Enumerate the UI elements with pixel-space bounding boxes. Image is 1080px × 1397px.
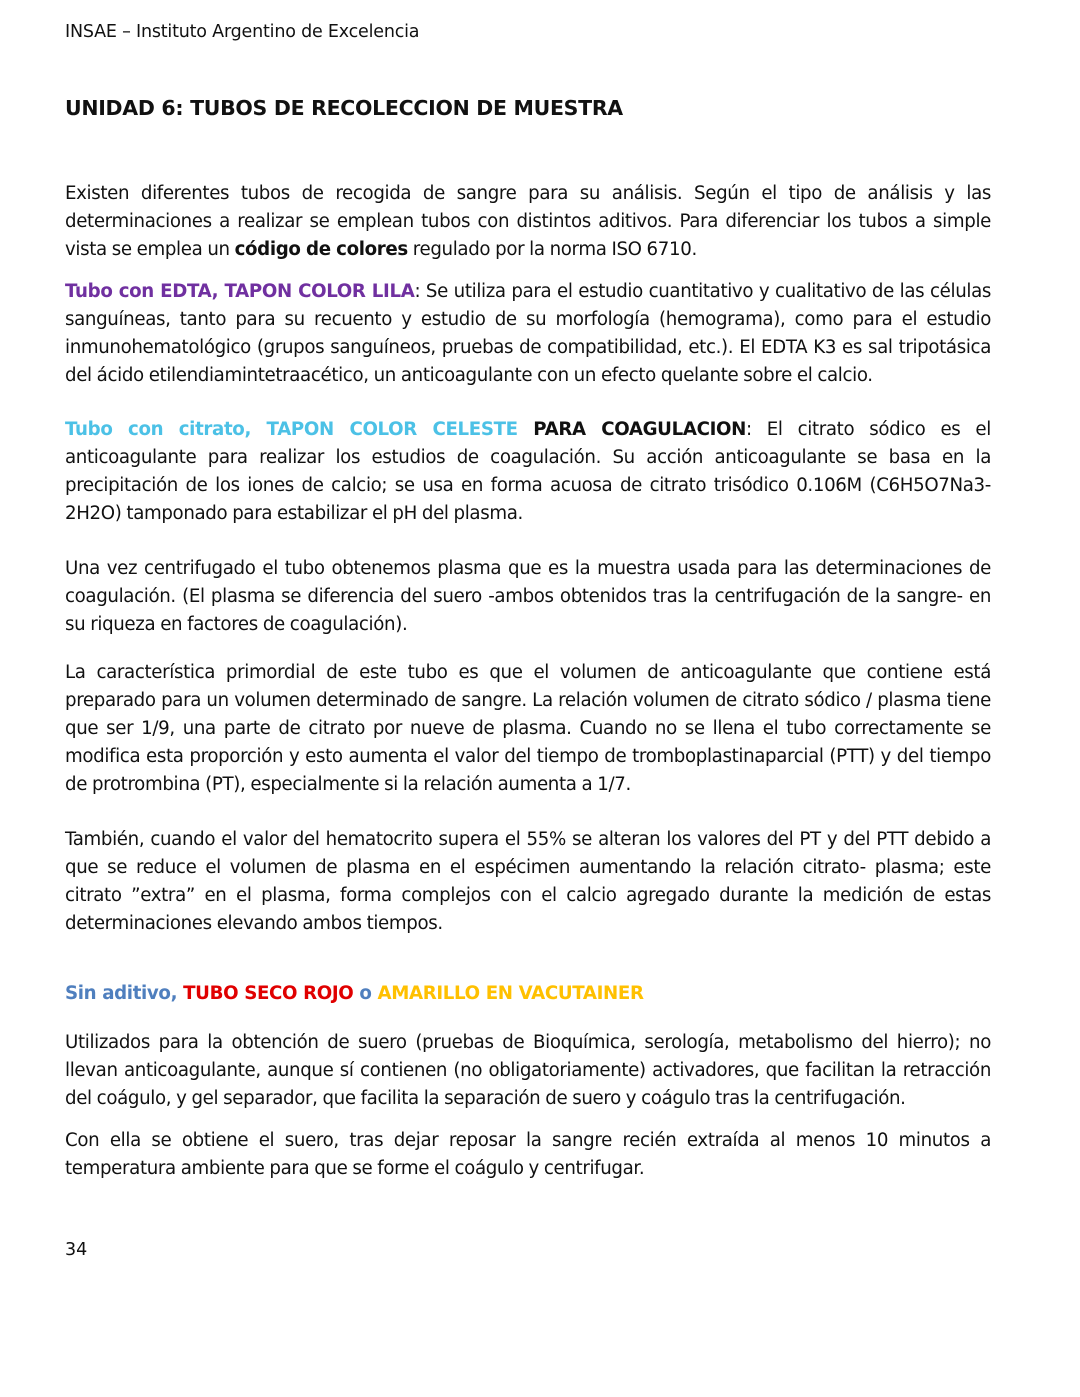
centrifuged-paragraph: Una vez centrifugado el tubo obtenemos plasma que es la muestra usada para las determinaciones de coagulación. (El plasma se diferencia del suero -ambos obtenidos tras la centrifugación de la sangre- en su riqueza en factores de coagulación).	[65, 558, 991, 635]
yellow-vacutainer-label: AMARILLO EN VACUTAINER	[377, 983, 644, 1004]
edta-tube-label: Tubo con EDTA, TAPON COLOR LILA	[65, 281, 415, 302]
document-header: INSAE – Instituto Argentino de Excelencia	[65, 22, 420, 42]
or-connector: o	[353, 983, 378, 1004]
edta-paragraph	[65, 278, 991, 390]
edta-description: : Se utiliza para el estudio cuantitativo y cualitativo de las células sanguíneas, tanto para su recuento y estudio de su morfología (hemograma), como para el estudio inmunohematológico (grupos sanguíneos, pruebas de compatibilidad, etc.). El EDTA K3 es sal tripotásica del ácido etilendiamintetraacético, un anticoagulante con un efecto quelante sobre el calcio.	[65, 281, 991, 386]
intro-text: Existen diferentes tubos de recogida de sangre para su análisis. Según el tipo de análisis y las determinaciones a realizar se emplean tubos con distintos aditivos. Para diferenciar los tubos a simple vista se emplea un	[65, 183, 991, 260]
no-additive-label: Sin aditivo,	[65, 983, 184, 1004]
unit-title: UNIDAD 6: TUBOS DE RECOLECCION DE MUESTRA	[65, 96, 623, 120]
intro-paragraph	[65, 180, 991, 264]
dry-tube-heading	[65, 983, 644, 1004]
citrate-paragraph	[65, 416, 991, 528]
intro-text-end: regulado por la norma ISO 6710.	[407, 239, 697, 260]
red-dry-tube-label: TUBO SECO ROJO	[183, 983, 354, 1004]
serum-use-paragraph: Utilizados para la obtención de suero (pruebas de Bioquímica, serología, metabolismo del hierro); no llevan anticoagulante, aunque sí contienen (no obligatoriamente) activadores, que facilitan la retracción del coágulo, y gel separador, que facilita la separación de suero y coágulo tras la centrifugación.	[65, 1032, 991, 1109]
color-code-term: código de colores	[234, 239, 408, 260]
citrate-tube-label: Tubo con citrato, TAPON COLOR CELESTE	[65, 419, 518, 440]
serum-rest-paragraph: Con ella se obtiene el suero, tras dejar reposar la sangre recién extraída al menos 10 minutos a temperatura ambiente para que se forme el coágulo y centrifugar.	[65, 1130, 991, 1179]
page-number: 34	[65, 1240, 88, 1260]
hematocrit-paragraph: También, cuando el valor del hematocrito supera el 55% se alteran los valores del PT y del PTT debido a que se reduce el volumen de plasma en el espécimen aumentando la relación citrato- plasma; este citrato ”extra” en el plasma, forma complejos con el calcio agregado durante la medición de estas determinaciones elevando ambos tiempos.	[65, 829, 991, 934]
citrate-description: : El citrato sódico es el anticoagulante para realizar los estudios de coagulación. Su acción anticoagulante se basa en la precipitación de los iones de calcio; se usa en forma acuosa de citrato trisódico 0.106M (C6H5O7Na3-2H2O) tamponado para estabilizar el pH del plasma.	[65, 419, 991, 524]
volume-paragraph: La característica primordial de este tubo es que el volumen de anticoagulante que contiene está preparado para un volumen determinado de sangre. La relación volumen de citrato sódico / plasma tiene que ser 1/9, una parte de citrato por nueve de plasma. Cuando no se llena el tubo correctamente se modifica esta proporción y esto aumenta el valor del tiempo de tromboplastinaparcial (PTT) y del tiempo de protrombina (PT), especialmente si la relación aumenta a 1/7.	[65, 662, 991, 795]
coagulation-label: PARA COAGULACION	[517, 419, 746, 440]
